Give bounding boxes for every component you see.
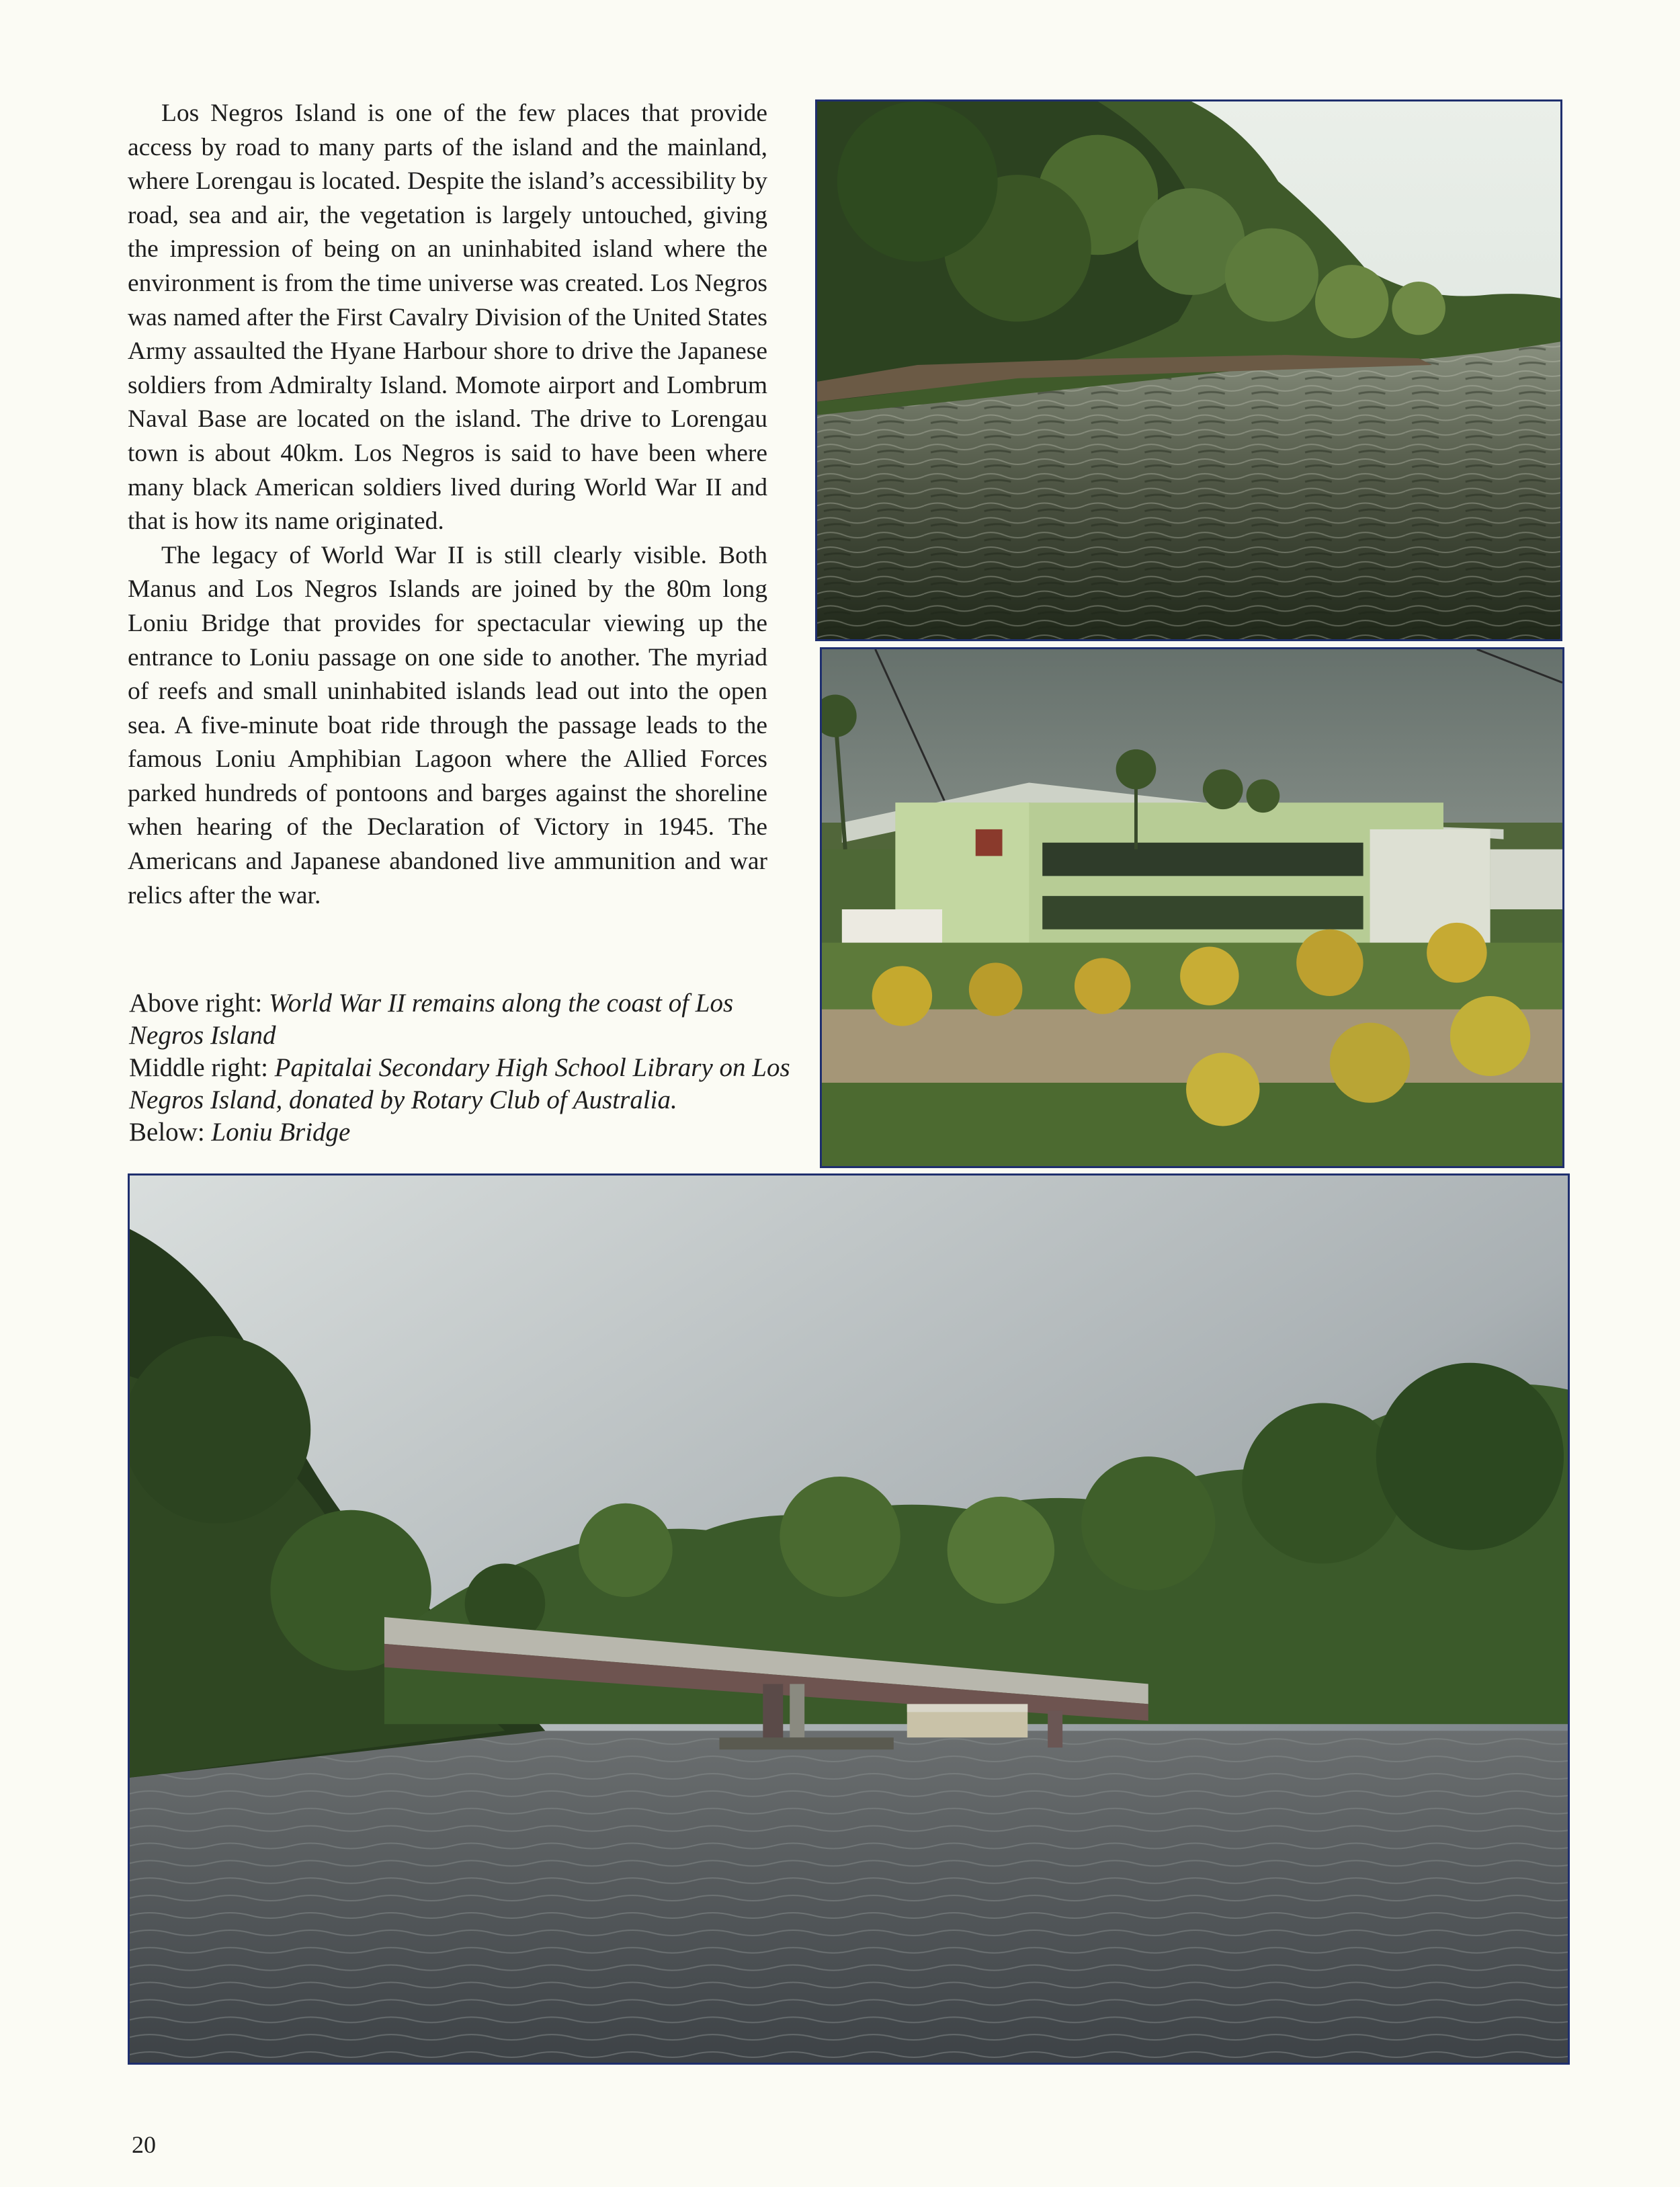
photo-school-library [820,647,1564,1168]
caption-below [129,1116,814,1149]
caption-above-right [129,987,814,1052]
caption-text: Loniu Bridge [211,1118,351,1147]
coast-photo-image [817,101,1560,639]
paragraph-1: Los Negros Island is one of the few places that provide access by road to many parts of the island and the mainland, where Lorengau is located. Despite the island’s accessibility by road, sea and air, the vegetation is largely untouched, giving the impression of being on an uninhabited island where the environment is from the time universe was created. Los Negros was named after the First Cavalry Division of the United States Army assaulted the Hyane Harbour shore to drive the Japanese soldiers from Admiralty Island. Momote airport and Lombrum Naval Base are located on the island. The drive to Lorengau town is about 40km. Los Negros is said to have been where many black American soldiers lived during World War II and that is how its name originated. [128,99,767,536]
caption-text: Papitalai Secondary High School Library on Los Negros Island, donated by Rotary Club of Australia. [129,1053,790,1114]
photo-loniu-bridge [128,1173,1570,2065]
photo-coast-los-negros [815,99,1562,641]
bridge-photo-image [130,1175,1568,2063]
photo-captions [129,987,814,1149]
caption-middle-right [129,1052,814,1116]
library-photo-image [822,649,1562,1166]
paragraph-2: The legacy of World War II is still clearly visible. Both Manus and Los Negros Islands are joined by the 80m long Loniu Bridge that provides for spectacular viewing up the entrance to Loniu passage on one side to another. The myriad of reefs and small uninhabited islands lead out into the open sea. A five-minute boat ride through the passage leads to the famous Loniu Amphibian Lagoon where the Allied Forces parked hundreds of pontoons and barges against the shoreline when hearing of the Declaration of Victory in 1945. The Americans and Japanese abandoned live ammunition and war relics after the war. [128,541,767,909]
caption-label: Above right: [129,989,269,1018]
caption-label: Middle right: [129,1053,275,1082]
article-body [128,97,767,913]
page-number: 20 [132,2131,156,2158]
caption-text: World War II remains along the coast of Los Negros Island [129,989,734,1050]
caption-label: Below: [129,1118,212,1147]
